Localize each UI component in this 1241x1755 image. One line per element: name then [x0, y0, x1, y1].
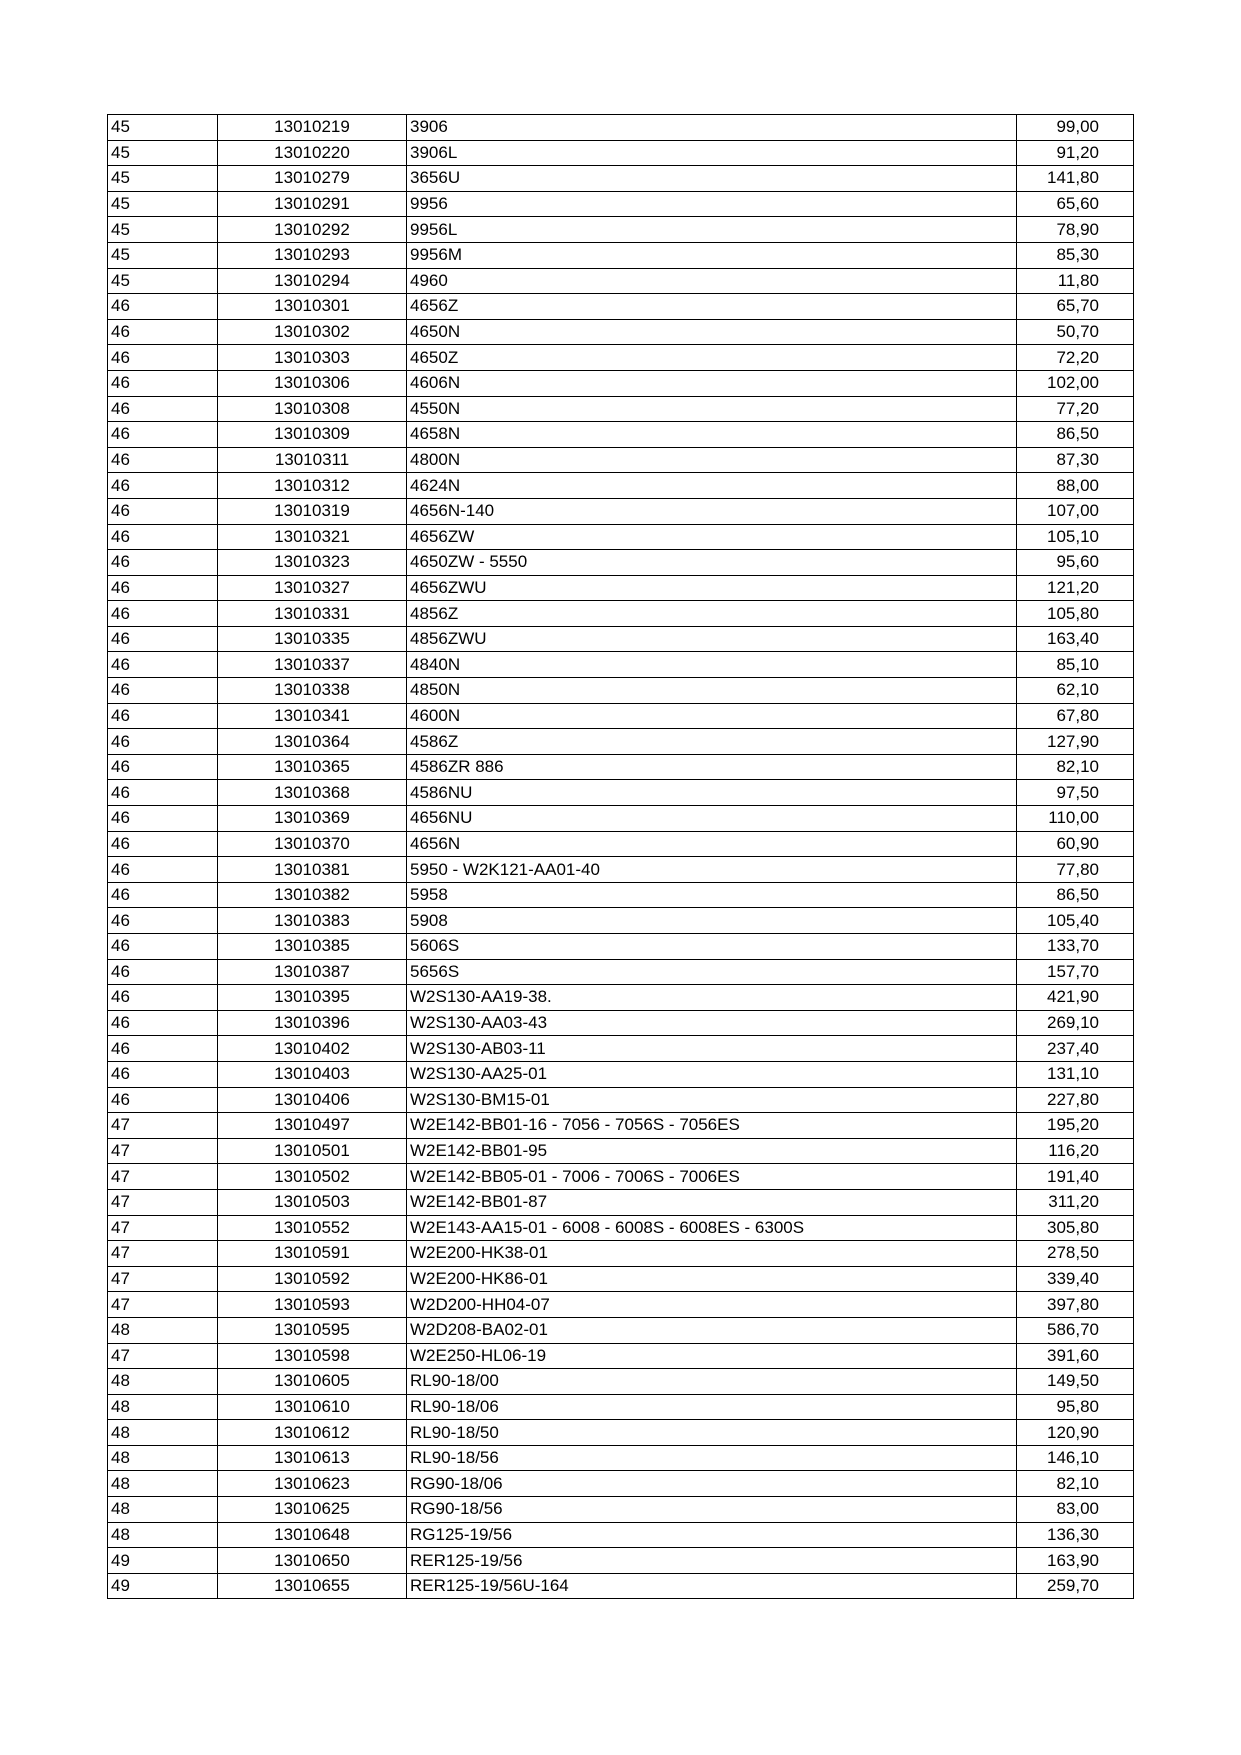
table-row	[108, 1573, 1134, 1599]
price-cell: 305,80	[1017, 1215, 1134, 1241]
article-code-cell: 13010219	[218, 115, 407, 141]
price-cell: 391,60	[1017, 1343, 1134, 1369]
page-number-cell: 46	[108, 908, 218, 934]
page-number-cell: 48	[108, 1522, 218, 1548]
price-cell: 105,80	[1017, 601, 1134, 627]
description-cell: W2S130-AA03-43	[407, 1010, 1017, 1036]
description-cell: RL90-18/00	[407, 1369, 1017, 1395]
page-number-cell: 46	[108, 652, 218, 678]
price-cell: 107,00	[1017, 498, 1134, 524]
table-row	[108, 831, 1134, 857]
description-cell: W2S130-AA19-38.	[407, 985, 1017, 1011]
description-cell: W2E142-BB01-95	[407, 1138, 1017, 1164]
page-number-cell: 47	[108, 1138, 218, 1164]
price-cell: 102,00	[1017, 370, 1134, 396]
description-cell: 4656Z	[407, 294, 1017, 320]
page-number-cell: 49	[108, 1573, 218, 1599]
article-code-cell: 13010383	[218, 908, 407, 934]
table-row	[108, 1113, 1134, 1139]
price-cell: 163,90	[1017, 1548, 1134, 1574]
article-code-cell: 13010501	[218, 1138, 407, 1164]
table-row	[108, 524, 1134, 550]
price-cell: 78,90	[1017, 217, 1134, 243]
price-cell: 11,80	[1017, 268, 1134, 294]
article-code-cell: 13010591	[218, 1241, 407, 1267]
description-cell: 5958	[407, 882, 1017, 908]
page-number-cell: 46	[108, 882, 218, 908]
price-cell: 149,50	[1017, 1369, 1134, 1395]
article-code-cell: 13010593	[218, 1292, 407, 1318]
price-cell: 259,70	[1017, 1573, 1134, 1599]
article-code-cell: 13010337	[218, 652, 407, 678]
article-code-cell: 13010598	[218, 1343, 407, 1369]
article-code-cell: 13010301	[218, 294, 407, 320]
table-row	[108, 1036, 1134, 1062]
price-cell: 237,40	[1017, 1036, 1134, 1062]
article-code-cell: 13010319	[218, 498, 407, 524]
price-cell: 127,90	[1017, 729, 1134, 755]
price-cell: 141,80	[1017, 166, 1134, 192]
description-cell: 9956	[407, 191, 1017, 217]
page-number-cell: 47	[108, 1164, 218, 1190]
table-row	[108, 806, 1134, 832]
page-number-cell: 46	[108, 345, 218, 371]
page-number-cell: 46	[108, 524, 218, 550]
description-cell: W2E143-AA15-01 - 6008 - 6008S - 6008ES - 6300S	[407, 1215, 1017, 1241]
page-number-cell: 46	[108, 575, 218, 601]
price-cell: 72,20	[1017, 345, 1134, 371]
price-cell: 397,80	[1017, 1292, 1134, 1318]
article-code-cell: 13010503	[218, 1189, 407, 1215]
price-cell: 269,10	[1017, 1010, 1134, 1036]
article-code-cell: 13010309	[218, 422, 407, 448]
description-cell: RG90-18/06	[407, 1471, 1017, 1497]
table-row	[108, 1010, 1134, 1036]
table-row	[108, 140, 1134, 166]
page-number-cell: 45	[108, 268, 218, 294]
table-row	[108, 396, 1134, 422]
article-code-cell: 13010312	[218, 473, 407, 499]
table-row	[108, 1061, 1134, 1087]
article-code-cell: 13010625	[218, 1497, 407, 1523]
article-code-cell: 13010655	[218, 1573, 407, 1599]
page-number-cell: 45	[108, 166, 218, 192]
price-cell: 62,10	[1017, 678, 1134, 704]
article-code-cell: 13010308	[218, 396, 407, 422]
page-number-cell: 48	[108, 1471, 218, 1497]
page-number-cell: 48	[108, 1317, 218, 1343]
page-number-cell: 46	[108, 422, 218, 448]
description-cell: 4650ZW - 5550	[407, 550, 1017, 576]
article-code-cell: 13010331	[218, 601, 407, 627]
table-row	[108, 370, 1134, 396]
page-number-cell: 48	[108, 1369, 218, 1395]
table-row	[108, 1138, 1134, 1164]
price-cell: 195,20	[1017, 1113, 1134, 1139]
page-number-cell: 46	[108, 550, 218, 576]
page-number-cell: 46	[108, 934, 218, 960]
description-cell: 4586Z	[407, 729, 1017, 755]
page-number-cell: 46	[108, 857, 218, 883]
table-row	[108, 1471, 1134, 1497]
description-cell: 4586NU	[407, 780, 1017, 806]
description-cell: 5606S	[407, 934, 1017, 960]
article-code-cell: 13010279	[218, 166, 407, 192]
description-cell: 5656S	[407, 959, 1017, 985]
article-code-cell: 13010385	[218, 934, 407, 960]
article-code-cell: 13010335	[218, 626, 407, 652]
description-cell: 3906	[407, 115, 1017, 141]
article-code-cell: 13010323	[218, 550, 407, 576]
price-cell: 82,10	[1017, 754, 1134, 780]
price-cell: 99,00	[1017, 115, 1134, 141]
description-cell: RG125-19/56	[407, 1522, 1017, 1548]
table-row	[108, 319, 1134, 345]
table-row	[108, 1087, 1134, 1113]
page-number-cell: 46	[108, 447, 218, 473]
description-cell: 4850N	[407, 678, 1017, 704]
page-number-cell: 46	[108, 626, 218, 652]
table-row	[108, 652, 1134, 678]
price-cell: 227,80	[1017, 1087, 1134, 1113]
page-number-cell: 47	[108, 1292, 218, 1318]
page-number-cell: 46	[108, 294, 218, 320]
price-cell: 50,70	[1017, 319, 1134, 345]
table-row	[108, 985, 1134, 1011]
page-number-cell: 46	[108, 1036, 218, 1062]
page-number-cell: 48	[108, 1394, 218, 1420]
description-cell: RL90-18/06	[407, 1394, 1017, 1420]
price-cell: 77,80	[1017, 857, 1134, 883]
price-cell: 157,70	[1017, 959, 1134, 985]
page-number-cell: 49	[108, 1548, 218, 1574]
article-code-cell: 13010365	[218, 754, 407, 780]
article-code-cell: 13010650	[218, 1548, 407, 1574]
description-cell: 4606N	[407, 370, 1017, 396]
description-cell: 9956M	[407, 242, 1017, 268]
price-cell: 97,50	[1017, 780, 1134, 806]
page-number-cell: 48	[108, 1420, 218, 1446]
description-cell: RL90-18/56	[407, 1445, 1017, 1471]
article-code-cell: 13010381	[218, 857, 407, 883]
table-row	[108, 1189, 1134, 1215]
price-cell: 110,00	[1017, 806, 1134, 832]
description-cell: RER125-19/56U-164	[407, 1573, 1017, 1599]
description-cell: W2E200-HK38-01	[407, 1241, 1017, 1267]
price-cell: 120,90	[1017, 1420, 1134, 1446]
table-row	[108, 217, 1134, 243]
price-cell: 77,20	[1017, 396, 1134, 422]
price-cell: 105,40	[1017, 908, 1134, 934]
article-code-cell: 13010321	[218, 524, 407, 550]
price-cell: 105,10	[1017, 524, 1134, 550]
price-cell: 339,40	[1017, 1266, 1134, 1292]
article-code-cell: 13010293	[218, 242, 407, 268]
article-code-cell: 13010595	[218, 1317, 407, 1343]
article-code-cell: 13010552	[218, 1215, 407, 1241]
table-row	[108, 934, 1134, 960]
description-cell: 4624N	[407, 473, 1017, 499]
price-cell: 83,00	[1017, 1497, 1134, 1523]
page-number-cell: 45	[108, 242, 218, 268]
page-number-cell: 47	[108, 1266, 218, 1292]
description-cell: 5950 - W2K121-AA01-40	[407, 857, 1017, 883]
table-row	[108, 498, 1134, 524]
price-cell: 67,80	[1017, 703, 1134, 729]
price-table	[107, 114, 1134, 1599]
description-cell: 4586ZR 886	[407, 754, 1017, 780]
price-cell: 91,20	[1017, 140, 1134, 166]
description-cell: 4656ZWU	[407, 575, 1017, 601]
table-row	[108, 1369, 1134, 1395]
page-number-cell: 47	[108, 1113, 218, 1139]
description-cell: 4656N	[407, 831, 1017, 857]
page-number-cell: 46	[108, 754, 218, 780]
table-row	[108, 473, 1134, 499]
table-row	[108, 678, 1134, 704]
description-cell: 4658N	[407, 422, 1017, 448]
description-cell: W2S130-AB03-11	[407, 1036, 1017, 1062]
page-number-cell: 47	[108, 1215, 218, 1241]
page-number-cell: 46	[108, 703, 218, 729]
page-number-cell: 45	[108, 191, 218, 217]
table-row	[108, 1420, 1134, 1446]
table-row	[108, 780, 1134, 806]
page-number-cell: 46	[108, 729, 218, 755]
article-code-cell: 13010327	[218, 575, 407, 601]
description-cell: RER125-19/56	[407, 1548, 1017, 1574]
article-code-cell: 13010610	[218, 1394, 407, 1420]
page-number-cell: 46	[108, 780, 218, 806]
article-code-cell: 13010402	[218, 1036, 407, 1062]
page-number-cell: 46	[108, 831, 218, 857]
page-number-cell: 46	[108, 959, 218, 985]
table-row	[108, 575, 1134, 601]
price-cell: 86,50	[1017, 882, 1134, 908]
article-code-cell: 13010306	[218, 370, 407, 396]
description-cell: W2E142-BB01-16 - 7056 - 7056S - 7056ES	[407, 1113, 1017, 1139]
table-row	[108, 115, 1134, 141]
table-row	[108, 447, 1134, 473]
description-cell: W2D200-HH04-07	[407, 1292, 1017, 1318]
article-code-cell: 13010369	[218, 806, 407, 832]
article-code-cell: 13010341	[218, 703, 407, 729]
price-cell: 278,50	[1017, 1241, 1134, 1267]
article-code-cell: 13010382	[218, 882, 407, 908]
article-code-cell: 13010648	[218, 1522, 407, 1548]
table-row	[108, 345, 1134, 371]
price-cell: 421,90	[1017, 985, 1134, 1011]
table-row	[108, 422, 1134, 448]
table-row	[108, 1266, 1134, 1292]
table-row	[108, 166, 1134, 192]
page-number-cell: 48	[108, 1497, 218, 1523]
page-number-cell: 46	[108, 498, 218, 524]
table-row	[108, 1343, 1134, 1369]
page-number-cell: 46	[108, 1061, 218, 1087]
description-cell: W2E142-BB05-01 - 7006 - 7006S - 7006ES	[407, 1164, 1017, 1190]
page-number-cell: 46	[108, 473, 218, 499]
table-row	[108, 1317, 1134, 1343]
page-number-cell: 46	[108, 601, 218, 627]
page-number-cell: 45	[108, 115, 218, 141]
price-cell: 60,90	[1017, 831, 1134, 857]
page-number-cell: 46	[108, 678, 218, 704]
table-row	[108, 959, 1134, 985]
table-row	[108, 857, 1134, 883]
table-row	[108, 1215, 1134, 1241]
page-number-cell: 47	[108, 1189, 218, 1215]
table-row	[108, 1164, 1134, 1190]
description-cell: 3656U	[407, 166, 1017, 192]
page-number-cell: 45	[108, 217, 218, 243]
price-cell: 85,10	[1017, 652, 1134, 678]
article-code-cell: 13010497	[218, 1113, 407, 1139]
page-number-cell: 46	[108, 1010, 218, 1036]
table-row	[108, 1292, 1134, 1318]
article-code-cell: 13010396	[218, 1010, 407, 1036]
page-number-cell: 46	[108, 1087, 218, 1113]
description-cell: 3906L	[407, 140, 1017, 166]
article-code-cell: 13010291	[218, 191, 407, 217]
table-row	[108, 1445, 1134, 1471]
article-code-cell: 13010370	[218, 831, 407, 857]
table-row	[108, 191, 1134, 217]
price-list-sheet	[107, 114, 1133, 1599]
article-code-cell: 13010592	[218, 1266, 407, 1292]
description-cell: 4650Z	[407, 345, 1017, 371]
description-cell: 4656NU	[407, 806, 1017, 832]
article-code-cell: 13010502	[218, 1164, 407, 1190]
description-cell: 4856Z	[407, 601, 1017, 627]
price-cell: 65,70	[1017, 294, 1134, 320]
page-number-cell: 46	[108, 370, 218, 396]
article-code-cell: 13010311	[218, 447, 407, 473]
description-cell: W2D208-BA02-01	[407, 1317, 1017, 1343]
table-row	[108, 703, 1134, 729]
page-number-cell: 45	[108, 140, 218, 166]
table-row	[108, 268, 1134, 294]
article-code-cell: 13010387	[218, 959, 407, 985]
article-code-cell: 13010294	[218, 268, 407, 294]
price-cell: 163,40	[1017, 626, 1134, 652]
description-cell: 5908	[407, 908, 1017, 934]
price-cell: 121,20	[1017, 575, 1134, 601]
table-row	[108, 754, 1134, 780]
page-number-cell: 46	[108, 985, 218, 1011]
table-row	[108, 626, 1134, 652]
article-code-cell: 13010613	[218, 1445, 407, 1471]
article-code-cell: 13010406	[218, 1087, 407, 1113]
price-cell: 95,60	[1017, 550, 1134, 576]
price-cell: 86,50	[1017, 422, 1134, 448]
article-code-cell: 13010612	[218, 1420, 407, 1446]
table-row	[108, 294, 1134, 320]
table-row	[108, 882, 1134, 908]
price-cell: 65,60	[1017, 191, 1134, 217]
page-number-cell: 48	[108, 1445, 218, 1471]
description-cell: W2S130-BM15-01	[407, 1087, 1017, 1113]
page-number-cell: 47	[108, 1343, 218, 1369]
article-code-cell: 13010364	[218, 729, 407, 755]
description-cell: 4650N	[407, 319, 1017, 345]
table-row	[108, 1522, 1134, 1548]
page-number-cell: 46	[108, 396, 218, 422]
price-cell: 586,70	[1017, 1317, 1134, 1343]
price-cell: 136,30	[1017, 1522, 1134, 1548]
table-row	[108, 1497, 1134, 1523]
price-cell: 133,70	[1017, 934, 1134, 960]
article-code-cell: 13010338	[218, 678, 407, 704]
table-row	[108, 601, 1134, 627]
description-cell: 9956L	[407, 217, 1017, 243]
description-cell: W2E200-HK86-01	[407, 1266, 1017, 1292]
description-cell: 4960	[407, 268, 1017, 294]
price-cell: 131,10	[1017, 1061, 1134, 1087]
description-cell: 4800N	[407, 447, 1017, 473]
price-cell: 87,30	[1017, 447, 1134, 473]
price-cell: 82,10	[1017, 1471, 1134, 1497]
article-code-cell: 13010403	[218, 1061, 407, 1087]
price-cell: 191,40	[1017, 1164, 1134, 1190]
article-code-cell: 13010623	[218, 1471, 407, 1497]
description-cell: 4856ZWU	[407, 626, 1017, 652]
price-cell: 88,00	[1017, 473, 1134, 499]
description-cell: 4656N-140	[407, 498, 1017, 524]
description-cell: RG90-18/56	[407, 1497, 1017, 1523]
article-code-cell: 13010395	[218, 985, 407, 1011]
table-row	[108, 908, 1134, 934]
price-cell: 85,30	[1017, 242, 1134, 268]
page-number-cell: 46	[108, 319, 218, 345]
description-cell: 4656ZW	[407, 524, 1017, 550]
price-cell: 146,10	[1017, 1445, 1134, 1471]
page-number-cell: 46	[108, 806, 218, 832]
table-row	[108, 242, 1134, 268]
article-code-cell: 13010368	[218, 780, 407, 806]
description-cell: 4550N	[407, 396, 1017, 422]
article-code-cell: 13010303	[218, 345, 407, 371]
article-code-cell: 13010220	[218, 140, 407, 166]
description-cell: 4600N	[407, 703, 1017, 729]
article-code-cell: 13010292	[218, 217, 407, 243]
article-code-cell: 13010605	[218, 1369, 407, 1395]
price-cell: 95,80	[1017, 1394, 1134, 1420]
description-cell: 4840N	[407, 652, 1017, 678]
table-row	[108, 1241, 1134, 1267]
table-row	[108, 550, 1134, 576]
price-cell: 116,20	[1017, 1138, 1134, 1164]
price-cell: 311,20	[1017, 1189, 1134, 1215]
description-cell: RL90-18/50	[407, 1420, 1017, 1446]
price-table-body	[108, 115, 1134, 1599]
table-row	[108, 1548, 1134, 1574]
table-row	[108, 729, 1134, 755]
article-code-cell: 13010302	[218, 319, 407, 345]
description-cell: W2S130-AA25-01	[407, 1061, 1017, 1087]
table-row	[108, 1394, 1134, 1420]
page-number-cell: 47	[108, 1241, 218, 1267]
description-cell: W2E142-BB01-87	[407, 1189, 1017, 1215]
description-cell: W2E250-HL06-19	[407, 1343, 1017, 1369]
